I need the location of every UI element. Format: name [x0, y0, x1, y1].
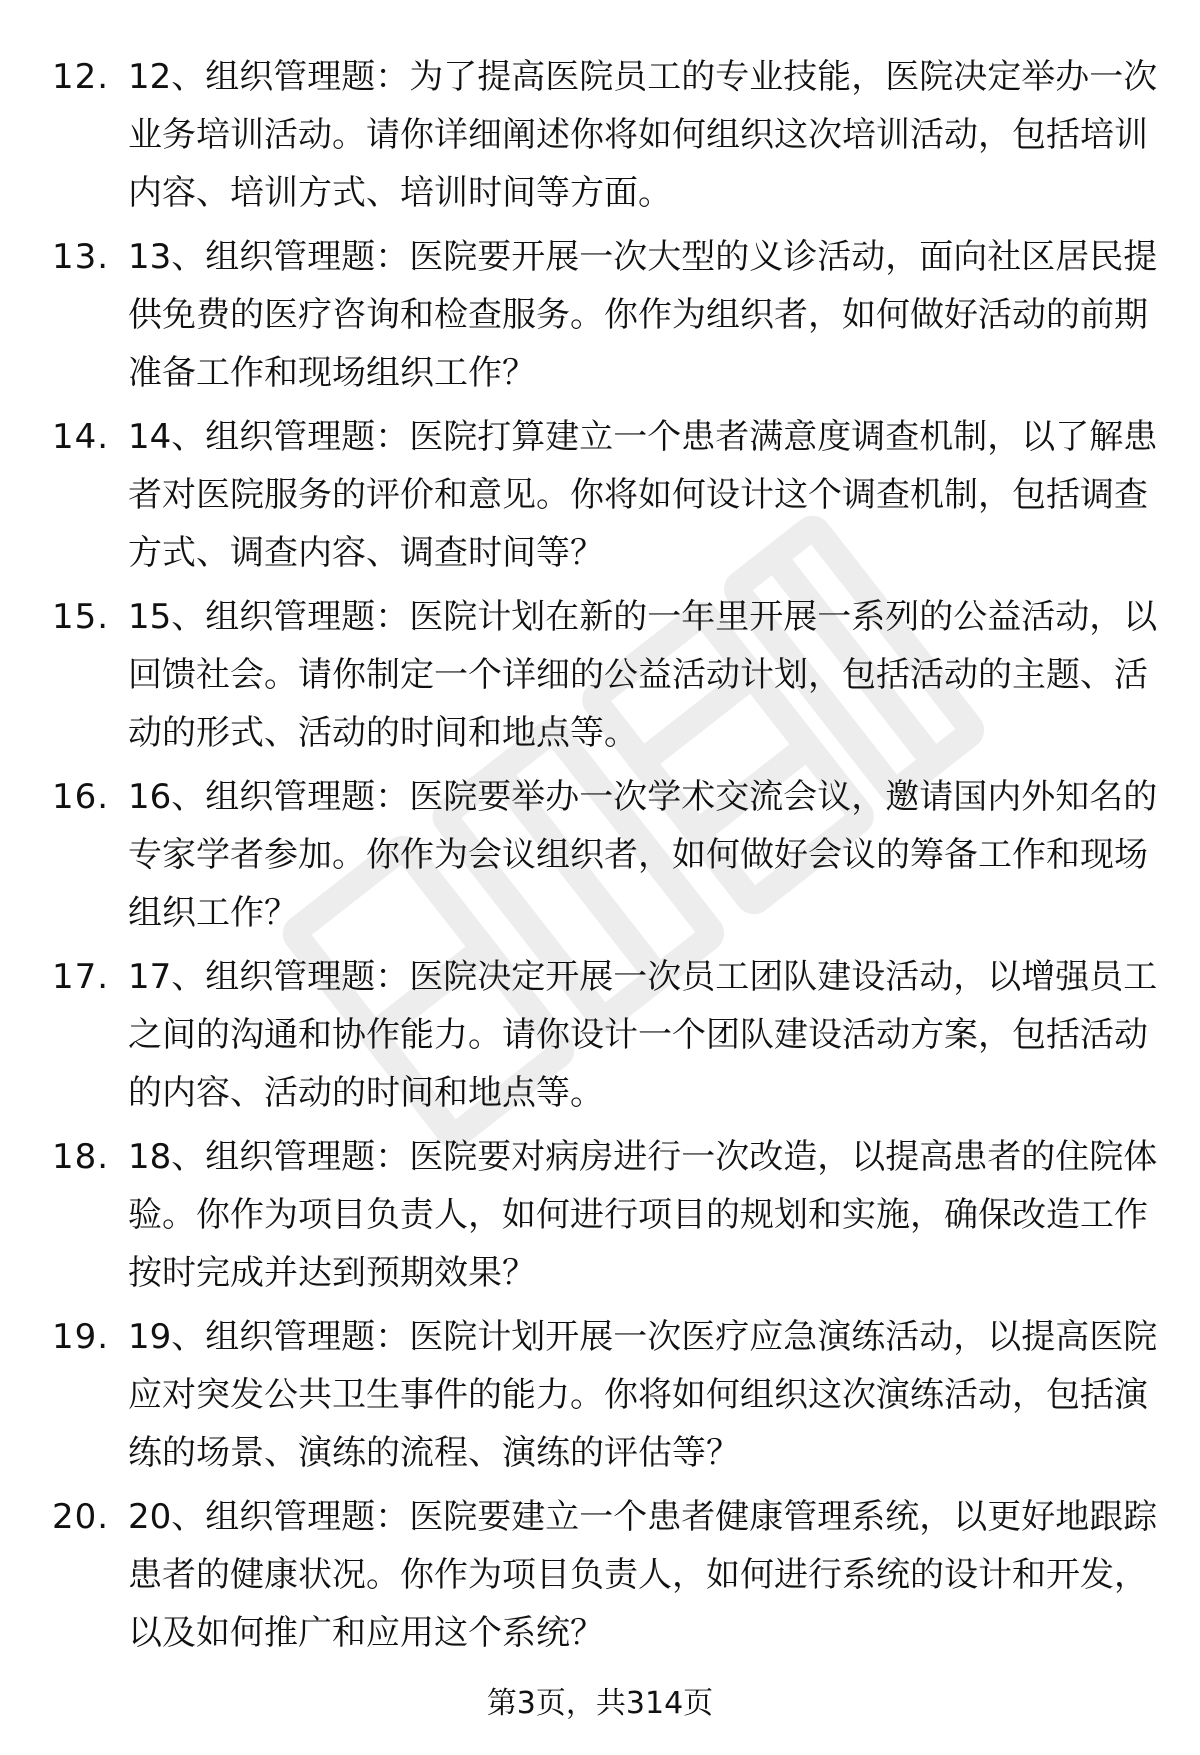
- question-text: 16、组织管理题：医院要举办一次学术交流会议，邀请国内外知名的专家学者参加。你作为会议组织者，如何做好会议的筹备工作和现场组织工作？: [128, 777, 1158, 933]
- question-item: [0, 588, 1200, 768]
- question-text: 18、组织管理题：医院要对病房进行一次改造，以提高患者的住院体验。你作为项目负责人，如何进行项目的规划和实施，确保改造工作按时完成并达到预期效果？: [128, 1137, 1158, 1293]
- question-text: 13、组织管理题：医院要开展一次大型的义诊活动，面向社区居民提供免费的医疗咨询和检查服务。你作为组织者，如何做好活动的前期准备工作和现场组织工作？: [128, 237, 1158, 393]
- question-number: 20.: [52, 1497, 110, 1537]
- question-number: 14.: [52, 417, 110, 457]
- question-item: [0, 408, 1200, 588]
- question-list: [0, 48, 1200, 1668]
- question-text: 14、组织管理题：医院打算建立一个患者满意度调查机制，以了解患者对医院服务的评价和意见。你将如何设计这个调查机制，包括调查方式、调查内容、调查时间等？: [128, 417, 1158, 573]
- question-item: [0, 48, 1200, 228]
- question-number: 17.: [52, 957, 110, 997]
- question-item: [0, 1128, 1200, 1308]
- question-text: 20、组织管理题：医院要建立一个患者健康管理系统，以更好地跟踪患者的健康状况。你作为项目负责人，如何进行系统的设计和开发，以及如何推广和应用这个系统？: [128, 1497, 1158, 1653]
- question-item: [0, 1308, 1200, 1488]
- question-text: 17、组织管理题：医院决定开展一次员工团队建设活动，以增强员工之间的沟通和协作能力。请你设计一个团队建设活动方案，包括活动的内容、活动的时间和地点等。: [128, 957, 1158, 1113]
- question-text: 12、组织管理题：为了提高医院员工的专业技能，医院决定举办一次业务培训活动。请你详细阐述你将如何组织这次培训活动，包括培训内容、培训方式、培训时间等方面。: [128, 57, 1158, 213]
- question-number: 16.: [52, 777, 110, 817]
- question-item: [0, 1488, 1200, 1668]
- question-number: 12.: [52, 57, 110, 97]
- question-number: 15.: [52, 597, 110, 637]
- question-text: 19、组织管理题：医院计划开展一次医疗应急演练活动，以提高医院应对突发公共卫生事件的能力。你将如何组织这次演练活动，包括演练的场景、演练的流程、演练的评估等？: [128, 1317, 1158, 1473]
- question-item: [0, 948, 1200, 1128]
- question-number: 13.: [52, 237, 110, 277]
- question-item: [0, 228, 1200, 408]
- question-number: 18.: [52, 1137, 110, 1177]
- page-number-footer: 第3页，共314页: [486, 1686, 714, 1721]
- question-item: [0, 768, 1200, 948]
- question-text: 15、组织管理题：医院计划在新的一年里开展一系列的公益活动，以回馈社会。请你制定一个详细的公益活动计划，包括活动的主题、活动的形式、活动的时间和地点等。: [128, 597, 1158, 753]
- question-number: 19.: [52, 1317, 110, 1357]
